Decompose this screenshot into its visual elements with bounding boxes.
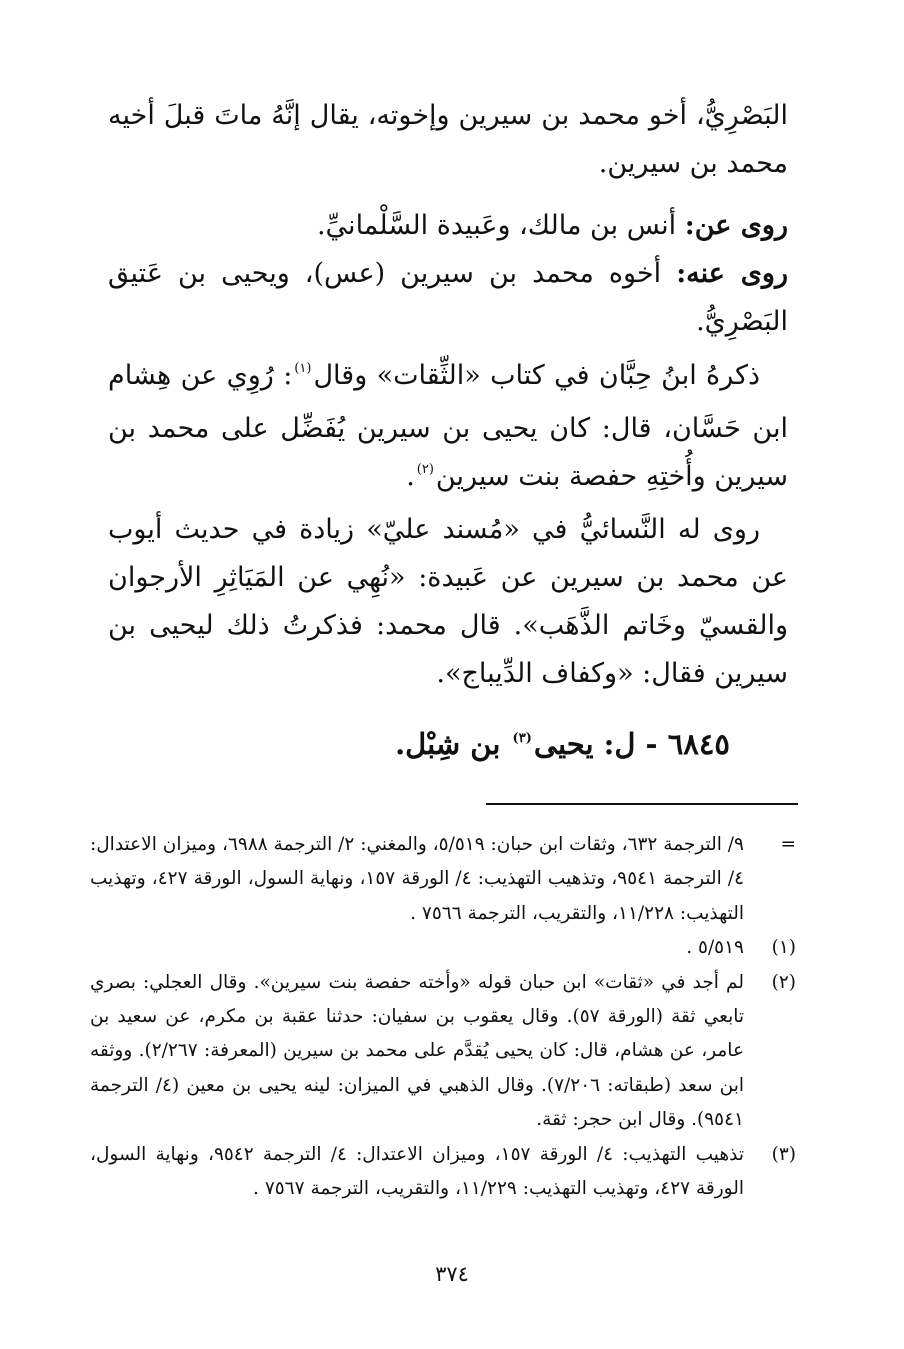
- main-text: [108, 92, 788, 775]
- rawa-an-text: أنس بن مالك، وعَبيدة السَّلْمانيِّ.: [316, 210, 677, 241]
- paragraph-rawa-an: [108, 202, 788, 250]
- footnote-2: [90, 966, 796, 1138]
- footnote-text: ٩/ الترجمة ٦٣٢، وثقات ابن حبان: ٥/٥١٩، والمغني: ٢/ الترجمة ٦٩٨٨، وميزان الاعتدال: ٤/ الترجمة ٩٥٤١، وتذهيب التهذيب: ٤/ الورقة ١٥٧، ونهاية السول، الورقة ٤٢٧، وتهذيب التهذيب: ١١/٢٢٨، والتقريب، الترجمة ٧٥٦٦ .: [90, 834, 744, 924]
- entry-name-a: يحيى: [533, 727, 594, 761]
- paragraph-ibn-hibban: [108, 352, 788, 506]
- footnote-3: [90, 1138, 796, 1207]
- footnote-mark: =: [780, 834, 796, 855]
- paragraph-rawa-anhu: [108, 250, 788, 346]
- page-number: ٣٧٤: [435, 1262, 469, 1286]
- footnote-text: ٥/٥١٩ .: [686, 937, 744, 959]
- paragraph-nasai: روى له النَّسائيُّ في «مُسند عليّ» زيادة في حديث أيوب عن محمد بن سيرين عن عَبيدة: «نُهِي عن المَيَاثِرِ الأرجوان والقسيّ وخَاتم الذَّهَب». قال محمد: فذكرتُ ذلك ليحيى بن سيرين فقال: «وكفاف الدِّيباج».: [108, 514, 788, 689]
- footnote-mark: (٢): [771, 971, 796, 993]
- footnote-ref-1: (١): [294, 361, 312, 376]
- footnote-divider: [486, 803, 798, 805]
- paragraph-intro: البَصْرِيُّ، أخو محمد بن سيرين وإخوته، يقال إنَّهُ ماتَ قبلَ أخيه محمد بن سيرين.: [108, 100, 788, 179]
- footnote-mark: (٣): [771, 1143, 796, 1165]
- ibn-hibban-text-b: : رُوِي عن هِشام ابن حَسَّان، قال: كان يحيى بن سيرين يُفَضِّل على محمد بن سيرين وأُختِهِ حفصة بنت سيرين: [108, 360, 788, 492]
- entry-name-b: بن شِبْل.: [395, 727, 501, 761]
- footnote-text: تذهيب التهذيب: ٤/ الورقة ١٥٧، وميزان الاعتدال: ٤/ الترجمة ٩٥٤٢، ونهاية السول، الورقة ٤٢٧، وتهذيب التهذيب: ١١/٢٢٩، والتقريب، الترجمة ٧٥٦٧ .: [90, 1143, 744, 1200]
- footnote-ref-2: (٢): [416, 462, 434, 477]
- footnote-1: [90, 931, 796, 965]
- footnote-text: لم أجد في «ثقات» ابن حبان قوله «وأخته حفصة بنت سيرين». وقال العجلي: بصري تابعي ثقة (الورقة ٥٧). وقال يعقوب بن سفيان: حدثنا عقبة بن مكرم، عن سعيد بن عامر، عن هشام، قال: كان يحيى يُقدَّم على محمد بن سيرين (المعرفة: ٢/٢٦٧). ووثقه ابن سعد (طبقاته: ٧/٢٠٦). وقال الذهبي في الميزان: لينه يحيى بن معين (٤/ الترجمة ٩٥٤١). وقال ابن حجر: ثقة.: [90, 971, 745, 1131]
- footnote-ref-3: (٣): [512, 731, 532, 746]
- entry-number: ٦٨٤٥ - ل:: [603, 727, 730, 761]
- rawa-anhu-text: أخوه محمد بن سيرين (عس)، ويحيى بن عَتيق البَصْرِيُّ.: [108, 258, 788, 337]
- rawa-anhu-label: روى عنه:: [676, 258, 788, 289]
- footnotes: [90, 828, 796, 1206]
- ibn-hibban-text-a: ذكرهُ ابنُ حِبَّان في كتاب «الثِّقات» وقال: [313, 360, 760, 391]
- rawa-an-label: روى عن:: [684, 210, 788, 241]
- entry-heading: [108, 720, 788, 775]
- footnote-continued: [90, 828, 796, 931]
- ibn-hibban-text-c: .: [406, 461, 415, 492]
- footnote-mark: (١): [771, 937, 796, 959]
